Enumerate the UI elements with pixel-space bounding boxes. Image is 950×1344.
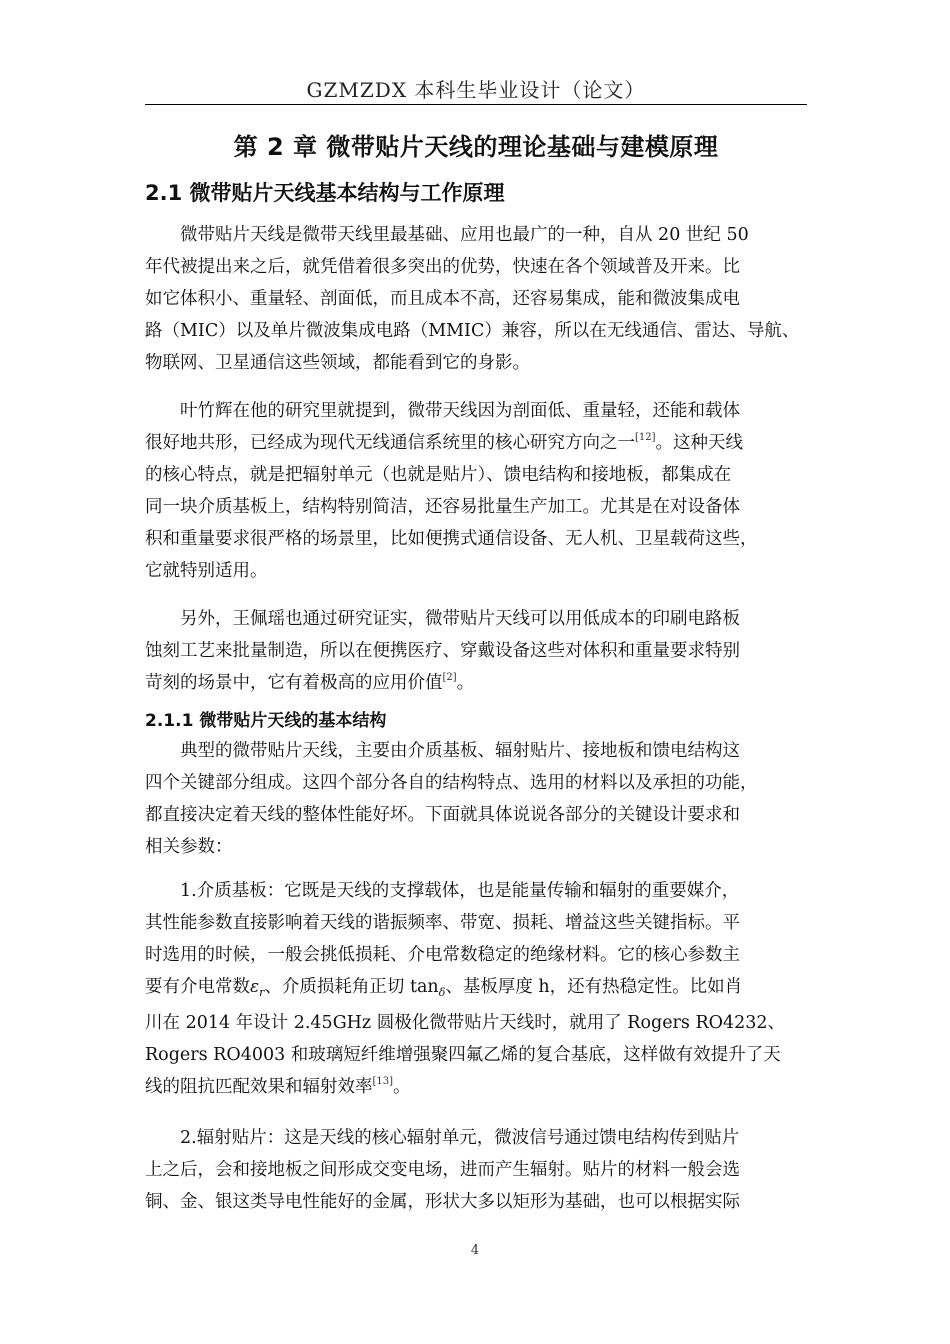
header-rule bbox=[145, 104, 807, 105]
page-number: 4 bbox=[470, 1243, 480, 1258]
epsilon-symbol: $\varepsilon_r$ bbox=[250, 977, 265, 999]
text-line: 微带贴片天线是微带天线里最基础、应用也最广的一种，自从 20 世纪 50 bbox=[180, 225, 749, 245]
citation: [12] bbox=[635, 432, 656, 443]
text-line: 上之后，会和接地板之间形成交变电场，进而产生辐射。贴片的材料一般会选 bbox=[145, 1160, 740, 1180]
paragraph bbox=[145, 875, 810, 1103]
text-line: 典型的微带贴片天线，主要由介质基板、辐射贴片、接地板和馈电结构这 bbox=[180, 741, 740, 761]
chapter-title: 第 2 章 微带贴片天线的理论基础与建模原理 bbox=[233, 133, 719, 161]
subsection-title: 2.1.1 微带贴片天线的基本结构 bbox=[145, 711, 387, 731]
delta-symbol: δ bbox=[438, 986, 446, 999]
text-line: 它就特别适用。 bbox=[145, 561, 268, 581]
text-line: 1.介质基板：它既是天线的支撑载体，也是能量传输和辐射的重要媒介， bbox=[180, 881, 740, 901]
text-line: 相关参数： bbox=[145, 837, 233, 857]
paragraph bbox=[145, 603, 810, 699]
text-line: 铜、金、银这类导电性能好的金属，形状大多以矩形为基础，也可以根据实际 bbox=[145, 1192, 740, 1212]
paragraph bbox=[145, 219, 810, 379]
citation: [2] bbox=[442, 672, 457, 683]
text-line: 叶竹辉在他的研究里就提到，微带天线因为剖面低、重量轻，还能和载体 bbox=[180, 401, 740, 421]
paragraph bbox=[145, 1122, 810, 1218]
text-line: 都直接决定着天线的整体性能好坏。下面就具体说说各部分的关键设计要求和 bbox=[145, 805, 740, 825]
text-line: 积和重量要求很严格的场景里，比如便携式通信设备、无人机、卫星载荷这些， bbox=[145, 529, 758, 549]
running-header: GZMZDX 本科生毕业设计（论文） bbox=[306, 78, 646, 102]
text-line: 蚀刻工艺来批量制造，所以在便携医疗、穿戴设备这些对体积和重量要求特别 bbox=[145, 641, 740, 661]
text-line: 其性能参数直接影响着天线的谐振频率、带宽、损耗、增益这些关键指标。平 bbox=[145, 913, 740, 933]
text-line: 的核心特点，就是把辐射单元（也就是贴片）、馈电结构和接地板，都集成在 bbox=[145, 465, 732, 485]
text-line: 2.辐射贴片：这是天线的核心辐射单元，微波信号通过馈电结构传到贴片 bbox=[180, 1128, 740, 1148]
text-line: 时选用的时候，一般会挑低损耗、介电常数稳定的绝缘材料。它的核心参数主 bbox=[145, 945, 740, 965]
text-line: 另外，王佩瑶也通过研究证实，微带贴片天线可以用低成本的印刷电路板 bbox=[180, 609, 740, 629]
text-line: Rogers RO4003 和玻璃短纤维增强聚四氟乙烯的复合基底，这样做有效提升了天 bbox=[145, 1045, 781, 1065]
text-line: 物联网、卫星通信这些领域，都能看到它的身影。 bbox=[145, 353, 530, 373]
text-line: 如它体积小、重量轻、剖面低，而且成本不高，还容易集成，能和微波集成电 bbox=[145, 289, 740, 309]
text-line: 很好地共形，已经成为现代无线通信系统里的核心研究方向之一[12]。这种天线 bbox=[145, 432, 744, 453]
text-line: 四个关键部分组成。这四个部分各自的结构特点、选用的材料以及承担的功能， bbox=[145, 773, 758, 793]
text-line: 线的阻抗匹配效果和辐射效率[13]。 bbox=[145, 1076, 411, 1097]
paragraph bbox=[145, 395, 810, 587]
text-line: 同一块介质基板上，结构特别简洁，还容易批量生产加工。尤其是在对设备体 bbox=[145, 497, 740, 517]
section-title: 2.1 微带贴片天线基本结构与工作原理 bbox=[145, 181, 505, 205]
text-line: 川在 2014 年设计 2.45GHz 圆极化微带贴片天线时，就用了 Rogers RO4232、 bbox=[145, 1013, 786, 1033]
text-line: 路（MIC）以及单片微波集成电路（MMIC）兼容，所以在无线通信、雷达、导航、 bbox=[145, 321, 800, 341]
paragraph bbox=[145, 735, 810, 863]
text-line: 苛刻的场景中，它有着极高的应用价值[2]。 bbox=[145, 672, 475, 693]
text-line: 年代被提出来之后，就凭借着很多突出的优势，快速在各个领域普及开来。比 bbox=[145, 257, 740, 277]
text-line: 要有介电常数$\varepsilon_r$、介质损耗角正切 $\tan_\delta$、基板厚度 h，还有热稳定性。比如肖 bbox=[145, 977, 743, 999]
citation: [13] bbox=[372, 1076, 394, 1087]
